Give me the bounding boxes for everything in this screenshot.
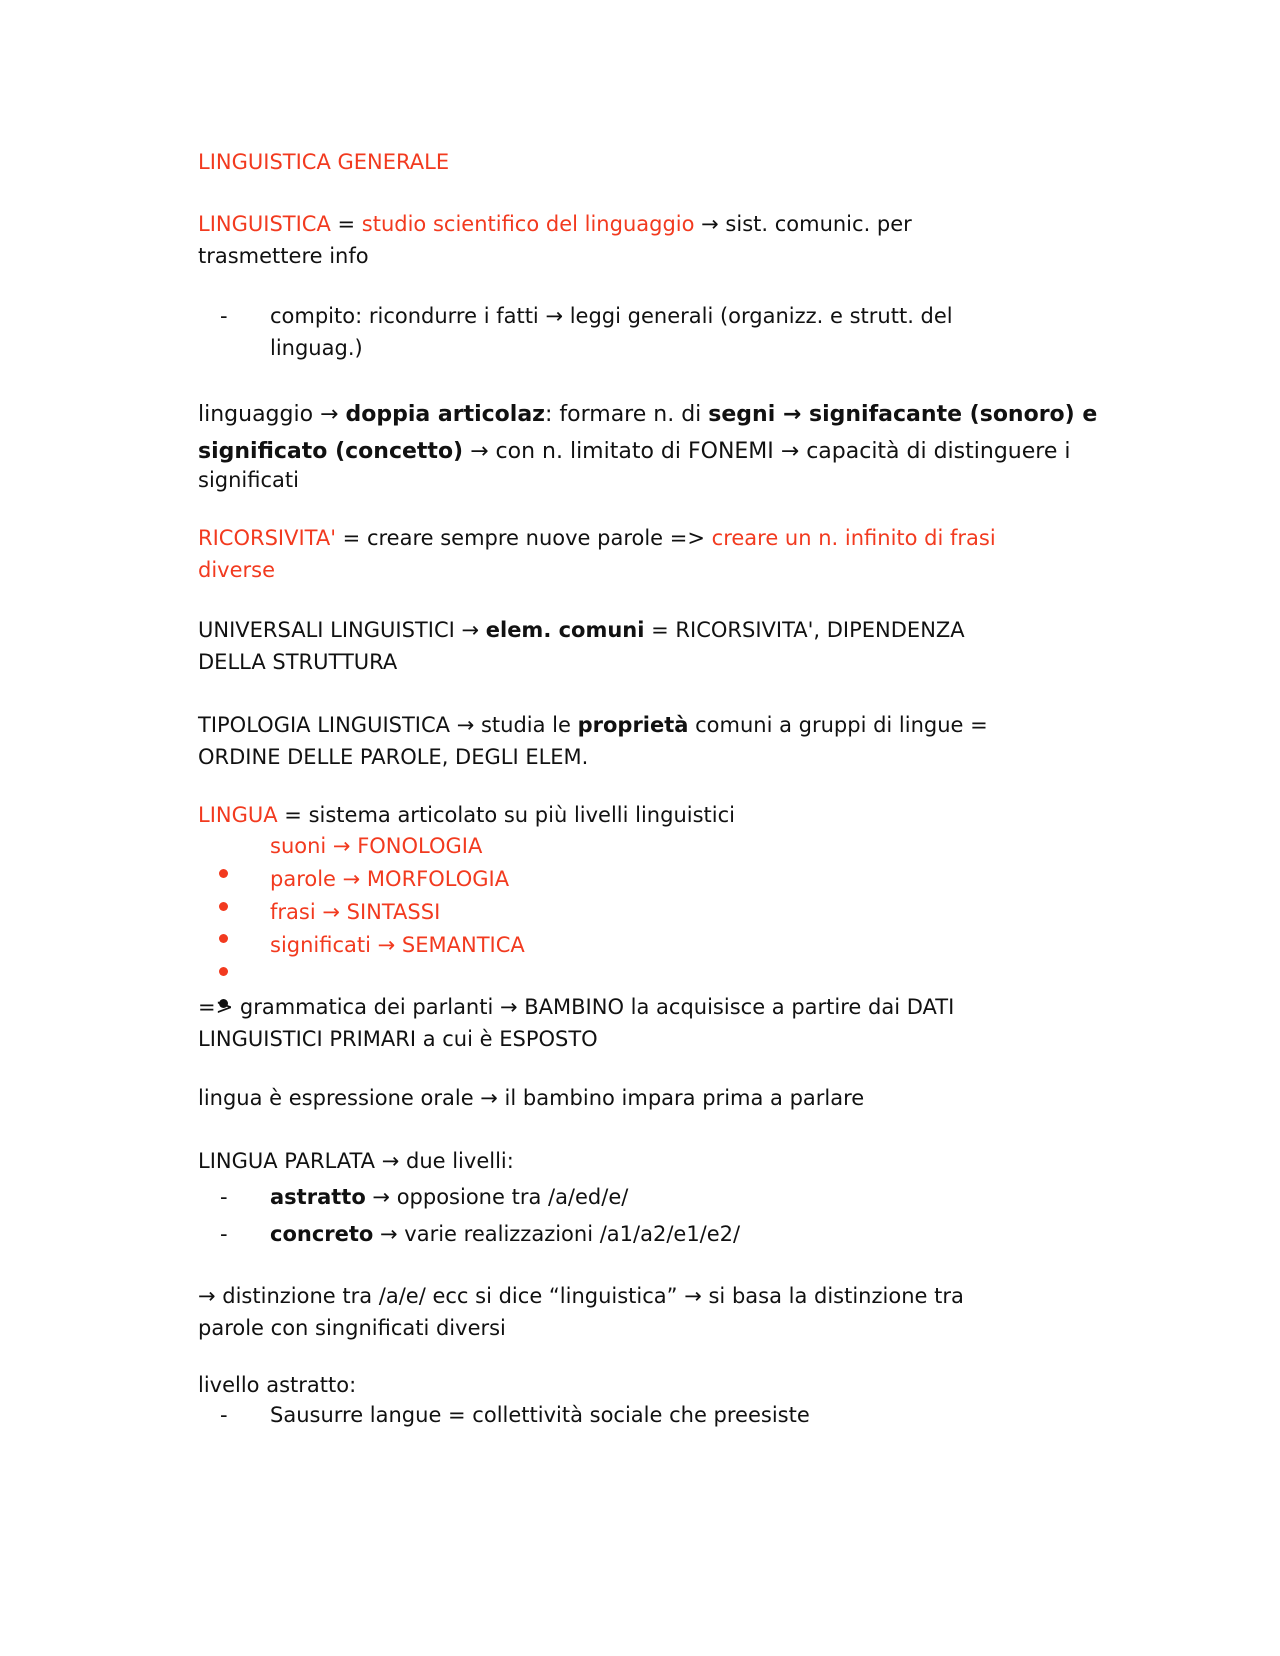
text: → opposione tra /a/ed/e/ (365, 1185, 629, 1209)
text: linguaggio → (198, 402, 346, 427)
list-item-concreto (270, 1218, 740, 1250)
text: ORDINE DELLE PAROLE, DEGLI ELEM. (198, 745, 589, 769)
dash-marker: - (220, 304, 228, 328)
list-item-significati: significati → SEMANTICA (270, 933, 525, 957)
list-item-frasi: frasi → SINTASSI (270, 900, 441, 924)
dash-marker: - (220, 1403, 228, 1427)
list-item-parole: parole → MORFOLOGIA (270, 867, 510, 891)
text: comuni a gruppi di lingue = (688, 713, 988, 737)
paragraph-distinzione (198, 1280, 1078, 1344)
bold-term: proprietà (577, 713, 689, 737)
text: parole con singnificati diversi (198, 1316, 506, 1340)
bullet-icon (219, 934, 228, 943)
arrow: → (775, 402, 810, 427)
text: → varie realizzazioni /a1/a2/e1/e2/ (373, 1222, 741, 1246)
text: => grammatica dei parlanti → BAMBINO la acquisisce a partire dai DATI (198, 995, 955, 1019)
paragraph-linguaggio-end: significati (198, 468, 299, 492)
bold-term: significato (concetto) (198, 439, 464, 464)
bullet-icon (219, 869, 228, 878)
bold-term: astratto (270, 1185, 366, 1209)
paragraph-linguistica (198, 208, 1078, 272)
paragraph-lingua-parlata: LINGUA PARLATA → due livelli: (198, 1149, 514, 1173)
term-ricorsivita: RICORSIVITA' (198, 526, 336, 550)
text: trasmettere info (198, 244, 369, 268)
highlight-text: creare un n. infinito di frasi (711, 526, 996, 550)
bold-term: signifacante (sonoro) e (809, 402, 1098, 427)
text: : formare n. di (545, 402, 709, 427)
paragraph-ricorsivita (198, 522, 1078, 586)
paragraph-tipologia (198, 709, 1078, 773)
text: = (330, 212, 362, 236)
term-linguistica: LINGUISTICA (198, 212, 331, 236)
text: = sistema articolato su più livelli linguistici (277, 803, 735, 827)
text: → distinzione tra /a/e/ ecc si dice “linguistica” → si basa la distinzione tra (198, 1284, 964, 1308)
definition: studio scientifico del linguaggio (361, 212, 695, 236)
bold-term: doppia articolaz (345, 402, 545, 427)
list-item-compito (270, 300, 953, 364)
text: → sist. comunic. per (694, 212, 912, 236)
text: compito: ricondurre i fatti → leggi generali (organizz. e strutt. del (270, 304, 953, 328)
text: LINGUISTICI PRIMARI a cui è ESPOSTO (198, 1027, 598, 1051)
dash-marker: - (220, 1222, 228, 1246)
bold-term: concreto (270, 1222, 374, 1246)
highlight-text: diverse (198, 558, 276, 582)
list-item-astratto (270, 1181, 628, 1213)
paragraph-lingua (198, 799, 1078, 831)
text: → con n. limitato di FONEMI → capacità di distinguere i (463, 439, 1071, 464)
list-item-sausurre: Sausurre langue = collettività sociale che preesiste (270, 1403, 810, 1427)
text: DELLA STRUTTURA (198, 650, 398, 674)
text: = creare sempre nuove parole => (336, 526, 712, 550)
dash-marker: - (220, 1185, 228, 1209)
paragraph-livello-astratto: livello astratto: (198, 1373, 357, 1397)
document-title: LINGUISTICA GENERALE (198, 150, 450, 174)
text: linguag.) (270, 336, 363, 360)
bullet-icon (219, 967, 228, 976)
bullet-icon (219, 902, 228, 911)
text: TIPOLOGIA LINGUISTICA → studia le (198, 713, 578, 737)
bold-term: elem. comuni (485, 618, 645, 642)
paragraph-lingua-orale: lingua è espressione orale → il bambino impara prima a parlare (198, 1086, 865, 1110)
term-lingua: LINGUA (198, 803, 278, 827)
text: = RICORSIVITA', DIPENDENZA (644, 618, 965, 642)
text: UNIVERSALI LINGUISTICI → (198, 618, 486, 642)
paragraph-universali (198, 614, 1078, 678)
list-item-suoni: suoni → FONOLOGIA (270, 834, 483, 858)
paragraph-linguaggio (198, 396, 1098, 470)
bold-term: segni (708, 402, 776, 427)
paragraph-grammatica (198, 991, 1078, 1055)
